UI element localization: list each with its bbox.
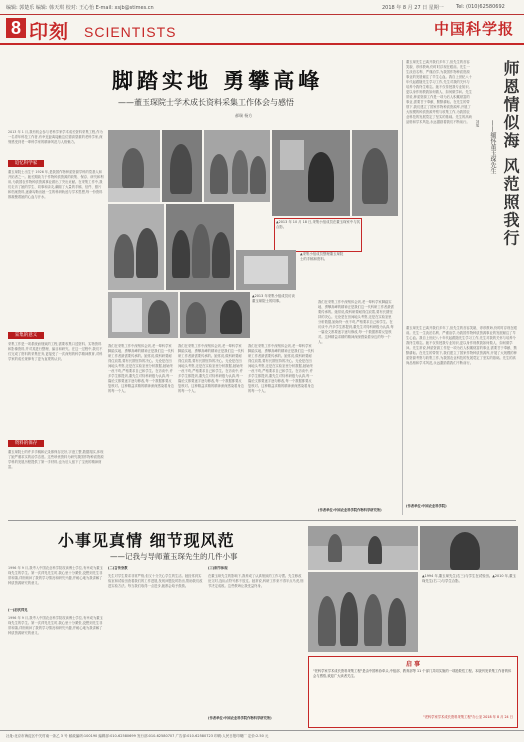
story2-text-1: 1996 年 9 月,我考入中国农业科学院攻读博士学位,有幸成为董玉琛先生的学生。第一次拜见先生时,我心里十分紧张,没想到先生非常和蔼,详细询问了我的学习情况和研究兴趣,并耐心地为我讲解了种质资源研究的意义。 — [8, 616, 103, 635]
story2-heading-2: (二)言传身教 — [108, 566, 128, 570]
story2-photo-caption: ▲1994 年,董玉琛先生(右三)与学生在试验田。▲2010 年,董玉琛先生(右二)与学生合影。 — [422, 574, 516, 583]
photo-elder — [272, 130, 350, 216]
photo-caption-1: ▲2013 年 10 月 18 日,采集小组成员在董玉琛家中与其合影。 — [274, 218, 362, 252]
story2-title: 小事见真情 细节现风范 — [58, 531, 235, 550]
side-subtitle: ——缅怀董玉琛先生 — [489, 120, 496, 174]
notice-sign: "老科学家学术成长资料采集工程"办公室 2018 年 8 月 24 日 — [423, 715, 513, 719]
notice-box — [308, 656, 518, 728]
side-end-note: (作者单位:中国农业科学院) — [406, 504, 447, 508]
phone-line: Tel: (010)62580692 — [456, 4, 505, 10]
main-title: 脚踏实地 勇攀高峰 — [112, 69, 324, 93]
photo-caption-3: ▲2013 年采集小组成员访谈董玉琛院士的同事。 — [252, 294, 295, 303]
story2-photo-group — [308, 572, 418, 652]
photo-office — [108, 292, 178, 338]
side-title: 师恩情似海 风范照我行 — [501, 60, 520, 248]
main-body-col-2: 我们在采集工作中深刻体会到,老一辈科学家脚踏实地、勇攀高峰的精神正是我们这一代科研工作者最需要传承的。她常说,做科研要耐得住寂寞,要有长期坚持的决心。无论是在田间地头考察,还是在实验室里分析数据,她始终一丝不苟,严格要求自己和学生。在访谈中,许多学生都提到,董先生对待科研极为认真,每一篇论文都要逐字逐句修改,每一个数据都要反复核对。这种精益求精的精神深深感染着身边的每一个人。 — [178, 344, 244, 393]
section-text-2: 采集工作是一项系统而细致的工程,需要收集口述资料、实物资料和影像资料,并对其进行整理、编目和研究。在这一过程中,我们不仅完成了资料的采集任务,更接受了一次深刻的科学精神教育,对科学家的成长规律有了更为直观的认识。 — [8, 342, 103, 361]
main-subtitle: ——董玉琛院士学术成长资料采集工作体会与感悟 — [118, 98, 294, 107]
footer — [0, 730, 524, 742]
story2-photo-field — [308, 526, 418, 570]
main-end-note: (作者单位:中国农业科学院作物科学研究所) — [318, 508, 382, 512]
side-text-col-2: 董玉琛先生已离开我们多年了,但先生的音容笑貌、谆谆教诲,仍时时浮现在眼前。先生一生淡泊名利、严谨治学,为我国作物种质资源事业的发展倾注了毕生心血。我自上世纪八十年代起跟随先生学习工作,先生对我的关怀与培养令我终生难忘。她不仅传授我专业知识,更以身作则教我如何做人、如何做学问。先生常说,种质资源工作是一项为后人积累财富的事业,需要甘于奉献、默默耕耘。在先生的带领下,我们建立了国家作物种质资源库,开展了大规模的种质资源考察与收集工作,为我国农业科技的发展奠定了坚实的基础。先生的高尚品格和学术风范,永远激励着我们不断前行。 — [406, 326, 517, 365]
main-body-col-4: 我们在采集工作中深刻体会到,老一辈科学家脚踏实地、勇攀高峰的精神正是我们这一代科研工作者最需要传承的。她常说,做科研要耐得住寂寞,要有长期坚持的决心。无论是在田间地头考察,还是在实验室里分析数据,她始终一丝不苟,严格要求自己和学生。在访谈中,许多学生都提到,董先生对待科研极为认真,每一篇论文都要逐字逐句修改,每一个数据都要反复核对。这种精益求精的精神深深感染着身边的每一个人。 — [318, 300, 394, 344]
photo-group-1 — [108, 130, 160, 202]
section-heading-3: 资料的保存 — [8, 440, 44, 447]
main-body-col-1: 我们在采集工作中深刻体会到,老一辈科学家脚踏实地、勇攀高峰的精神正是我们这一代科研工作者最需要传承的。她常说,做科研要耐得住寂寞,要有长期坚持的决心。无论是在田间地头考察,还是在实验室里分析数据,她始终一丝不苟,严格要求自己和学生。在访谈中,许多学生都提到,董先生对待科研极为认真,每一篇论文都要逐字逐句修改,每一个数据都要反复核对。这种精益求精的精神深深感染着身边的每一个人。 — [108, 344, 174, 393]
story2-heading-3: (三)细节体现 — [208, 566, 228, 570]
photo-group-3 — [204, 130, 270, 202]
section-text-1: 董玉琛院士出生于 1926 年,是我国作物种质资源学科的奠基人和开拓者之一。她长期致力于作物种质资源的收集、保存、研究和利用,为我国农作物种质资源事业做出了突出贡献。在采集工作中,我们走访了她的学生、同事和亲友,翻阅了大量的手稿、信件、照片和档案资料,逐渐勾勒出她一生的科研轨迹与学术思想,每一份资料都凝聚着她的心血与汗水。 — [8, 170, 104, 199]
column-divider — [402, 60, 403, 515]
main-author: 郝瑞 杨方 — [235, 113, 253, 118]
story2-heading-1: (一)初次拜见 — [8, 608, 28, 612]
page-number: 8 — [6, 18, 26, 38]
main-body-col-3: 我们在采集工作中深刻体会到,老一辈科学家脚踏实地、勇攀高峰的精神正是我们这一代科研工作者最需要传承的。她常说,做科研要耐得住寂寞,要有长期坚持的决心。无论是在田间地头考察,还是在实验室里分析数据,她始终一丝不苟,严格要求自己和学生。在访谈中,许多学生都提到,董先生对待科研极为认真,每一篇论文都要逐字逐句修改,每一个数据都要反复核对。这种精益求精的精神深深感染着身边的每一个人。 — [248, 344, 314, 393]
editors-line: 编辑: 郭楚乐 编辑: 韩天琪 校对: 王心怡 E-mail: xsjb@stimes.cn — [6, 5, 154, 11]
story2-subtitle: ——记我与导师董玉琛先生的几件小事 — [110, 552, 238, 561]
photo-group-5 — [166, 204, 234, 290]
section-heading-2: 采集的意义 — [8, 332, 44, 339]
story2-end-note: (作者单位:中国农业科学院作物科学研究所) — [208, 716, 272, 720]
side-text-col-1: 董玉琛先生已离开我们多年了,但先生的音容笑貌、谆谆教诲,仍时时浮现在眼前。先生一生淡泊名利、严谨治学,为我国作物种质资源事业的发展倾注了毕生心血。我自上世纪八十年代起跟随先生学习工作,先生对我的关怀与培养令我终生难忘。她不仅传授我专业知识,更以身作则教我如何做人、如何做学问。先生常说,种质资源工作是一项为后人积累财富的事业,需要甘于奉献、默默耕耘。在先生的带领下,我们建立了国家作物种质资源库,开展了大规模的种质资源考察与收集工作,为我国农业科技的发展奠定了坚实的基础。先生的高尚品格和学术风范,永远激励着我们不断前行。 — [406, 60, 472, 124]
side-author: 刘旭 — [476, 120, 480, 127]
story2-photo-portrait — [420, 526, 518, 570]
notice-heading: 启 事 — [405, 661, 421, 668]
photo-document — [236, 250, 296, 290]
story2-text-3: 在董玉琛先生的影响下,我养成了认真细致的工作习惯。先生修改论文时,连标点符号都不放过。她常说,科研工作来不得半点马虎,细节决定成败。这些教诲让我受益终身。 — [208, 574, 304, 588]
section-heading-1: 追忆科学家 — [8, 160, 44, 167]
story2-text-2: 先生对学生要求非常严格,但又十分关心学生的生活。她经常到实验室和试验田查看我们的工作进展,发现问题及时指出,帮助我们改进实验方法。每当我们取得一点进步,她都会给予鼓励。 — [108, 574, 203, 588]
section-en: SCIENTISTS — [84, 24, 177, 40]
photo-interview — [180, 292, 250, 338]
photo-group-4 — [108, 204, 164, 290]
footer-text: 社址:北京市海淀区中关村南一条乙 3 号 邮政编码:100190 编辑部:010-62580699 发行部:010-62580707 广告部:010-62580723 印刷:人民日报印刷厂 定价:2.50 元 — [6, 734, 269, 738]
photo-group-2 — [162, 130, 202, 202]
main-lead: 2013 年 1 月,我有机会参与老科学家学术成长资料采集工程,作为一名青年科技工作者,有幸近距离接触这位德高望重的老科学家,深刻感受到老一辈科学家的精神风范与人格魅力。 — [8, 130, 103, 144]
paper-logo: 中国科学报 — [433, 20, 514, 38]
notice-text: "老科学家学术成长资料采集工程"是由中国科协牵头,中组部、教育部等 11 个部门共同实施的一项抢救性工程。本版刊发采集工作者的体会与感悟,欢迎广大读者关注。 — [313, 669, 512, 678]
story2-intro: 1996 年 9 月,我考入中国农业科学院攻读博士学位,有幸成为董玉琛先生的学生。第一次拜见先生时,我心里十分紧张,没想到先生非常和蔼,详细询问了我的学习情况和研究兴趣,并耐心地为我讲解了种质资源研究的意义。 — [8, 566, 103, 585]
date-line: 2018 年 8 月 27 日 星期一 — [382, 5, 444, 11]
photo-elder-2 — [352, 130, 398, 216]
header-strip — [0, 0, 524, 15]
section-text-3: 董玉琛院士的许多手稿和记录都保存完好,字迹工整,数据翔实,体现了她严谨求实的治学态度。这些珍贵资料为研究我国作物种质资源学科的发展历程提供了第一手材料,也为后人留下了宝贵的精神财富。 — [8, 450, 104, 469]
story-divider — [8, 520, 516, 521]
section-name: 印刻 — [29, 21, 70, 43]
photo-caption-2: ▲采集小组成员整理董玉琛院士的手稿和资料。 — [300, 252, 344, 261]
